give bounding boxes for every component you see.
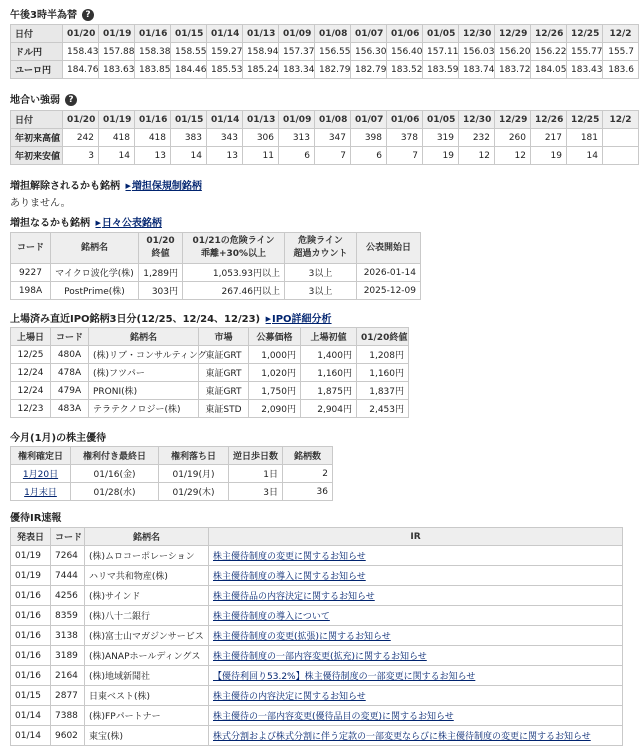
value-cell: 398 <box>351 129 387 147</box>
help-icon[interactable]: ? <box>82 9 94 21</box>
value-cell: 306 <box>243 129 279 147</box>
breadth-section-title <box>10 91 77 106</box>
value-cell: 183.6 <box>603 61 639 79</box>
value-cell: 155.7 <box>603 43 639 61</box>
header-row <box>11 528 623 546</box>
value-cell: 14 <box>171 147 207 165</box>
table-cell: 1,750円 <box>249 382 301 400</box>
ipo-section-title <box>10 310 332 325</box>
table-row <box>11 666 623 686</box>
table-cell: 7388 <box>51 706 85 726</box>
date-column-header: 12/25 <box>567 25 603 43</box>
table-cell: 東証GRT <box>199 364 249 382</box>
header-row <box>11 111 639 129</box>
date-column-header: 01/05 <box>423 111 459 129</box>
table-cell: 3138 <box>51 626 85 646</box>
date-header: 日付 <box>11 111 63 129</box>
column-header: 01/20 終値 <box>139 233 183 264</box>
ipo-table <box>10 327 409 418</box>
row-label: ドル円 <box>11 43 63 61</box>
value-cell: 319 <box>423 129 459 147</box>
column-header: 逆日歩日数 <box>229 447 283 465</box>
column-header: 発表日 <box>11 528 51 546</box>
table-cell: 01/16 <box>11 586 51 606</box>
table-cell: 3189 <box>51 646 85 666</box>
ir-link[interactable]: 【優待利回り53.2%】株主優待制度の一部変更に関するお知らせ <box>209 666 623 686</box>
table-row <box>11 626 623 646</box>
date-column-header: 12/2 <box>603 25 639 43</box>
help-icon[interactable]: ? <box>65 94 77 106</box>
value-cell: 184.76 <box>63 61 99 79</box>
date-column-header: 12/30 <box>459 25 495 43</box>
ir-table <box>10 527 623 746</box>
value-cell: 183.34 <box>279 61 315 79</box>
table-cell: 2025-12-09 <box>357 282 421 300</box>
value-cell: 158.94 <box>243 43 279 61</box>
value-cell: 183.85 <box>135 61 171 79</box>
table-cell: 2 <box>283 465 333 483</box>
date-column-header: 01/05 <box>423 25 459 43</box>
value-cell: 185.53 <box>207 61 243 79</box>
date-column-header: 01/16 <box>135 111 171 129</box>
ir-link[interactable]: 株主優待品の内容決定に関するお知らせ <box>209 586 623 606</box>
date-column-header: 12/26 <box>531 111 567 129</box>
table-cell: 1,875円 <box>301 382 357 400</box>
table-cell: 1,289円 <box>139 264 183 282</box>
table-cell: 1日 <box>229 465 283 483</box>
value-cell: 183.63 <box>99 61 135 79</box>
table-cell: 4256 <box>51 586 85 606</box>
column-header: 上場日 <box>11 328 51 346</box>
value-cell: 157.11 <box>423 43 459 61</box>
value-cell: 184.05 <box>531 61 567 79</box>
value-cell: 159.27 <box>207 43 243 61</box>
column-header: 権利付き最終日 <box>71 447 159 465</box>
date-column-header: 01/15 <box>171 111 207 129</box>
table-cell: 東宝(株) <box>85 726 209 746</box>
table-cell: テラテクノロジー(株) <box>89 400 199 418</box>
value-cell: 158.55 <box>171 43 207 61</box>
ir-section-title <box>10 509 61 524</box>
value-cell: 156.30 <box>351 43 387 61</box>
ir-title: 優待IR速報 <box>10 513 62 524</box>
value-cell: 156.55 <box>315 43 351 61</box>
table-cell: 9227 <box>11 264 51 282</box>
table-row <box>11 566 623 586</box>
table-cell: 3以上 <box>285 264 357 282</box>
table-cell: 267.46円以上 <box>183 282 285 300</box>
table-cell: 483A <box>51 400 89 418</box>
value-cell: 13 <box>135 147 171 165</box>
table-cell: 01/16 <box>11 626 51 646</box>
ir-link[interactable]: 株主優待の一部内容変更(優待品目の変更)に関するお知らせ <box>209 706 623 726</box>
value-cell: 383 <box>171 129 207 147</box>
table-cell: 1,208円 <box>357 346 409 364</box>
table-cell: (株)富士山マガジンサービス <box>85 626 209 646</box>
table-cell: 01/16(金) <box>71 465 159 483</box>
table-cell: (株)FPパートナー <box>85 706 209 726</box>
value-cell: 183.72 <box>495 61 531 79</box>
header-row <box>11 328 409 346</box>
table-cell: (株)ムロコーポレーション <box>85 546 209 566</box>
value-cell: 242 <box>63 129 99 147</box>
value-cell <box>603 129 639 147</box>
value-cell: 347 <box>315 129 351 147</box>
table-row <box>11 346 409 364</box>
table-cell: 2026-01-14 <box>357 264 421 282</box>
value-cell: 418 <box>135 129 171 147</box>
value-cell: 185.24 <box>243 61 279 79</box>
table-cell: 12/24 <box>11 364 51 382</box>
yutai-section-title <box>10 429 106 444</box>
triangle-right-icon: ▶ <box>125 182 131 190</box>
date-column-header: 12/25 <box>567 111 603 129</box>
table-cell: 2164 <box>51 666 85 686</box>
table-row <box>11 61 639 79</box>
ir-link[interactable]: 株主優待制度の変更に関するお知らせ <box>209 546 623 566</box>
table-row <box>11 546 623 566</box>
table-cell: 8359 <box>51 606 85 626</box>
value-cell <box>603 147 639 165</box>
table-cell: 01/14 <box>11 726 51 746</box>
yutai-title: 今月(1月)の株主優待 <box>10 433 107 444</box>
restrict-table <box>10 232 421 300</box>
table-row <box>11 129 639 147</box>
table-cell: 1,020円 <box>249 364 301 382</box>
table-cell: 9602 <box>51 726 85 746</box>
margin-regulation-link-label: 増担保規制銘柄 <box>131 181 202 192</box>
unrestrict-empty-text: ありません。 <box>10 198 71 209</box>
table-row <box>11 646 623 666</box>
table-cell: 480A <box>51 346 89 364</box>
column-header: 市場 <box>199 328 249 346</box>
value-cell: 156.03 <box>459 43 495 61</box>
date-column-header: 01/07 <box>351 25 387 43</box>
restrict-title: 増担なるかも銘柄 <box>10 218 90 229</box>
table-cell: PostPrime(株) <box>51 282 139 300</box>
table-cell: 36 <box>283 483 333 501</box>
date-column-header: 01/06 <box>387 111 423 129</box>
ir-link[interactable]: 株主優待制度の変更(拡張)に関するお知らせ <box>209 626 623 646</box>
table-cell: (株)地域新聞社 <box>85 666 209 686</box>
table-cell: 198A <box>11 282 51 300</box>
value-cell: 19 <box>423 147 459 165</box>
table-row <box>11 282 421 300</box>
table-cell: 2,904円 <box>301 400 357 418</box>
value-cell: 14 <box>567 147 603 165</box>
value-cell: 11 <box>243 147 279 165</box>
table-cell: 3以上 <box>285 282 357 300</box>
date-column-header: 01/08 <box>315 25 351 43</box>
value-cell: 157.37 <box>279 43 315 61</box>
date-column-header: 01/14 <box>207 25 243 43</box>
value-cell: 156.20 <box>495 43 531 61</box>
date-header: 日付 <box>11 25 63 43</box>
table-cell: マイクロ波化学(株) <box>51 264 139 282</box>
table-cell: 478A <box>51 364 89 382</box>
row-label: ユーロ円 <box>11 61 63 79</box>
value-cell: 156.40 <box>387 43 423 61</box>
table-row <box>11 382 409 400</box>
table-row <box>11 686 623 706</box>
value-cell: 158.38 <box>135 43 171 61</box>
value-cell: 182.79 <box>315 61 351 79</box>
table-cell: 1,160円 <box>357 364 409 382</box>
column-header: 公表開始日 <box>357 233 421 264</box>
value-cell: 217 <box>531 129 567 147</box>
value-cell: 19 <box>531 147 567 165</box>
restrict-section-title <box>10 214 162 229</box>
column-header: 権利確定日 <box>11 447 71 465</box>
table-cell: 3日 <box>229 483 283 501</box>
value-cell: 183.59 <box>423 61 459 79</box>
table-cell: (株)サインド <box>85 586 209 606</box>
ir-link[interactable]: 株主優待制度の導入に関するお知らせ <box>209 566 623 586</box>
column-header: 銘柄名 <box>89 328 199 346</box>
table-cell: 7444 <box>51 566 85 586</box>
value-cell: 181 <box>567 129 603 147</box>
value-cell: 155.77 <box>567 43 603 61</box>
row-label: 年初来高値 <box>11 129 63 147</box>
column-header: 銘柄名 <box>51 233 139 264</box>
date-column-header: 01/09 <box>279 25 315 43</box>
value-cell: 12 <box>495 147 531 165</box>
value-cell: 184.46 <box>171 61 207 79</box>
date-column-header: 01/15 <box>171 25 207 43</box>
margin-regulation-link[interactable] <box>125 181 201 192</box>
date-column-header: 01/13 <box>243 111 279 129</box>
table-cell: PRONI(株) <box>89 382 199 400</box>
date-column-header: 12/2 <box>603 111 639 129</box>
table-cell: 東証GRT <box>199 382 249 400</box>
table-cell: (株)リブ・コンサルティング <box>89 346 199 364</box>
table-cell: 12/23 <box>11 400 51 418</box>
value-cell: 183.43 <box>567 61 603 79</box>
value-cell: 182.79 <box>351 61 387 79</box>
table-row <box>11 606 623 626</box>
ir-link[interactable]: 株主優待の内容決定に関するお知らせ <box>209 686 623 706</box>
value-cell: 6 <box>351 147 387 165</box>
date-column-header: 01/09 <box>279 111 315 129</box>
date-column-header: 01/20 <box>63 111 99 129</box>
ipo-analysis-link-label: IPO詳細分析 <box>271 314 332 325</box>
table-cell: 12/24 <box>11 382 51 400</box>
table-cell: 7264 <box>51 546 85 566</box>
triangle-right-icon: ▶ <box>95 219 101 227</box>
table-cell: 1,400円 <box>301 346 357 364</box>
table-cell: 01/15 <box>11 686 51 706</box>
value-cell: 232 <box>459 129 495 147</box>
yutai-table <box>10 446 333 501</box>
table-row <box>11 400 409 418</box>
date-column-header: 01/07 <box>351 111 387 129</box>
value-cell: 378 <box>387 129 423 147</box>
column-header: 権利落ち日 <box>159 447 229 465</box>
daily-disclosure-link-label: 日々公表銘柄 <box>101 218 162 229</box>
date-column-header: 01/16 <box>135 25 171 43</box>
column-header: コード <box>51 528 85 546</box>
ir-link[interactable]: 株主優待制度の導入について <box>209 606 623 626</box>
column-header: 上場初値 <box>301 328 357 346</box>
table-cell: 1,160円 <box>301 364 357 382</box>
table-cell: (株)フツパー <box>89 364 199 382</box>
table-cell: 01/29(木) <box>159 483 229 501</box>
column-header: 01/21の危険ライン 乖離+30%以上 <box>183 233 285 264</box>
table-cell: 東証GRT <box>199 346 249 364</box>
table-cell: 01/16 <box>11 646 51 666</box>
unrestrict-section-title <box>10 177 202 192</box>
table-cell: 2877 <box>51 686 85 706</box>
table-cell: 01/14 <box>11 706 51 726</box>
column-header: 01/20終値 <box>357 328 409 346</box>
date-column-header: 01/08 <box>315 111 351 129</box>
header-row <box>11 233 421 264</box>
column-header: 危険ライン 超過カウント <box>285 233 357 264</box>
date-column-header: 12/26 <box>531 25 567 43</box>
table-cell: 東証STD <box>199 400 249 418</box>
date-column-header: 01/20 <box>63 25 99 43</box>
column-header: 公募価格 <box>249 328 301 346</box>
value-cell: 156.22 <box>531 43 567 61</box>
value-cell: 343 <box>207 129 243 147</box>
table-cell: 01/19 <box>11 566 51 586</box>
date-column-header: 12/29 <box>495 111 531 129</box>
date-column-header: 12/29 <box>495 25 531 43</box>
table-cell: (株)八十二銀行 <box>85 606 209 626</box>
table-cell: 479A <box>51 382 89 400</box>
date-column-header: 01/06 <box>387 25 423 43</box>
table-cell: 2,090円 <box>249 400 301 418</box>
table-cell: 01/16 <box>11 666 51 686</box>
value-cell: 158.43 <box>63 43 99 61</box>
value-cell: 3 <box>63 147 99 165</box>
fx-title: 午後3時半為替 <box>10 10 77 21</box>
table-cell: 303円 <box>139 282 183 300</box>
value-cell: 7 <box>315 147 351 165</box>
column-header: IR <box>209 528 623 546</box>
table-row <box>11 706 623 726</box>
table-row <box>11 43 639 61</box>
value-cell: 313 <box>279 129 315 147</box>
unrestrict-title: 増担解除されるかも銘柄 <box>10 181 120 192</box>
table-cell: 01/16 <box>11 606 51 626</box>
value-cell: 7 <box>387 147 423 165</box>
table-cell: 01/19(月) <box>159 465 229 483</box>
triangle-right-icon: ▶ <box>265 315 271 323</box>
table-row <box>11 264 421 282</box>
table-row <box>11 147 639 165</box>
table-cell: 12/25 <box>11 346 51 364</box>
value-cell: 183.52 <box>387 61 423 79</box>
table-row <box>11 465 333 483</box>
ipo-analysis-link[interactable] <box>266 314 332 325</box>
table-cell: 2,453円 <box>357 400 409 418</box>
date-column-header: 01/19 <box>99 111 135 129</box>
header-row <box>11 447 333 465</box>
value-cell: 14 <box>99 147 135 165</box>
column-header: コード <box>11 233 51 264</box>
table-cell: 1,837円 <box>357 382 409 400</box>
value-cell: 183.74 <box>459 61 495 79</box>
ir-link[interactable]: 1月20日 <box>11 465 71 483</box>
table-row <box>11 483 333 501</box>
ir-link[interactable]: 株式分割および株式分割に伴う定款の一部変更ならびに株主優待制度の変更に関するお知らせ <box>209 726 623 746</box>
table-cell: 1,000円 <box>249 346 301 364</box>
value-cell: 418 <box>99 129 135 147</box>
value-cell: 12 <box>459 147 495 165</box>
table-row <box>11 726 623 746</box>
header-row <box>11 25 639 43</box>
table-cell: 01/19 <box>11 546 51 566</box>
table-cell: 1,053.93円以上 <box>183 264 285 282</box>
date-column-header: 01/14 <box>207 111 243 129</box>
column-header: 銘柄数 <box>283 447 333 465</box>
table-row <box>11 364 409 382</box>
daily-disclosure-link[interactable] <box>95 218 161 229</box>
table-cell: ハリマ共和物産(株) <box>85 566 209 586</box>
ir-link[interactable]: 株主優待制度の一部内容変更(拡充)に関するお知らせ <box>209 646 623 666</box>
table-row <box>11 586 623 606</box>
table-cell: 01/28(水) <box>71 483 159 501</box>
breadth-table <box>10 110 639 165</box>
value-cell: 13 <box>207 147 243 165</box>
ir-link[interactable]: 1月末日 <box>11 483 71 501</box>
column-header: 銘柄名 <box>85 528 209 546</box>
value-cell: 260 <box>495 129 531 147</box>
row-label: 年初来安値 <box>11 147 63 165</box>
value-cell: 157.88 <box>99 43 135 61</box>
date-column-header: 01/19 <box>99 25 135 43</box>
breadth-title: 地合い強弱 <box>10 95 60 106</box>
fx-section-title <box>10 6 94 21</box>
column-header: コード <box>51 328 89 346</box>
fx-table <box>10 24 639 79</box>
date-column-header: 12/30 <box>459 111 495 129</box>
table-cell: (株)ANAPホールディングス <box>85 646 209 666</box>
value-cell: 6 <box>279 147 315 165</box>
ipo-title: 上場済み直近IPO銘柄3日分(12/25、12/24、12/23) <box>10 314 261 325</box>
table-cell: 日東ベスト(株) <box>85 686 209 706</box>
date-column-header: 01/13 <box>243 25 279 43</box>
